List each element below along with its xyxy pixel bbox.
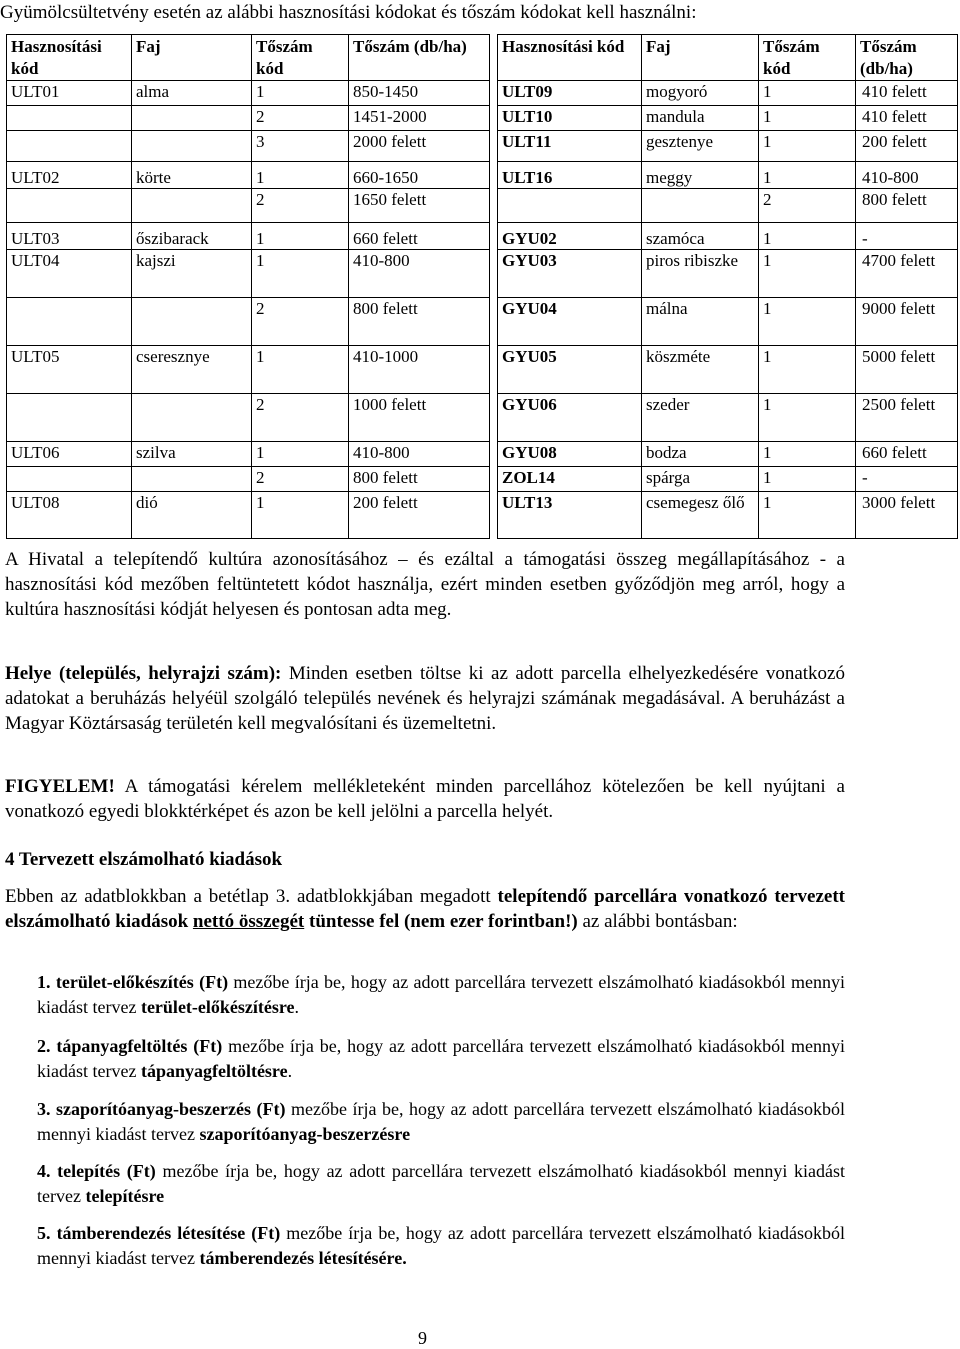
cell-db: 2000 felett — [349, 131, 490, 162]
header-faj: Faj — [642, 35, 759, 81]
cell-tk: 2 — [252, 394, 349, 442]
cell-db: 410-800 — [856, 162, 958, 189]
cell-db: 4700 felett — [856, 250, 958, 298]
cell-faj: csemegesz őlő — [642, 492, 759, 539]
cell-kod — [7, 467, 132, 492]
cell-kod: ZOL14 — [498, 467, 642, 492]
cell-kod — [7, 298, 132, 346]
cell-tk: 2 — [252, 298, 349, 346]
table-row — [498, 492, 958, 539]
item-text: mezőbe írja be, hogy az adott parcellára tervezett elszámolható kiadásokból mennyi kiadást tervez — [37, 1099, 845, 1144]
cell-faj: spárga — [642, 467, 759, 492]
item-target: szaporítóanyag-beszerzésre — [199, 1124, 411, 1144]
table-row — [498, 442, 958, 467]
item-target: támberendezés létesítésére. — [199, 1248, 407, 1268]
item-term: támberendezés létesítése (Ft) — [56, 1223, 281, 1243]
cell-kod — [7, 189, 132, 223]
cell-faj: kajszi — [132, 250, 252, 298]
table-header-row — [7, 35, 490, 81]
cell-tk: 1 — [252, 223, 349, 250]
cell-kod — [7, 131, 132, 162]
cell-tk: 1 — [252, 346, 349, 394]
cell-kod: ULT08 — [7, 492, 132, 539]
cell-faj — [132, 131, 252, 162]
section-intro-bold-tail: tüntesse fel (nem ezer forintban!) — [304, 911, 578, 932]
item-end: . — [294, 997, 300, 1017]
cell-db: 410 felett — [856, 81, 958, 106]
item-target: terület-előkészítésre — [140, 997, 295, 1017]
cell-faj: köszméte — [642, 346, 759, 394]
table-row — [498, 131, 958, 162]
cell-db: 410 felett — [856, 106, 958, 131]
cell-db: 660 felett — [349, 223, 490, 250]
header-kod: Hasznosítási kód — [498, 35, 642, 81]
cell-db: 800 felett — [856, 189, 958, 223]
cell-db: 660 felett — [856, 442, 958, 467]
cell-kod: GYU02 — [498, 223, 642, 250]
item-target: tápanyagfeltöltésre — [140, 1061, 288, 1081]
cell-kod: ULT05 — [7, 346, 132, 394]
cell-kod: GYU04 — [498, 298, 642, 346]
header-faj: Faj — [132, 35, 252, 81]
right-code-table — [497, 34, 958, 539]
cell-tk: 1 — [252, 81, 349, 106]
cell-tk: 1 — [759, 394, 856, 442]
cell-kod: ULT04 — [7, 250, 132, 298]
cell-tk: 1 — [759, 492, 856, 539]
cell-tk: 1 — [759, 106, 856, 131]
cell-tk: 3 — [252, 131, 349, 162]
section-intro-bold: telepítendő parcellára vonatkozó tervezett elszámolható kiadások — [5, 886, 845, 932]
table-row — [7, 81, 490, 106]
cell-tk: 2 — [759, 189, 856, 223]
item-term: tápanyagfeltöltés (Ft) — [56, 1036, 223, 1056]
item-number: 5. — [37, 1223, 51, 1243]
cell-tk: 1 — [759, 131, 856, 162]
section-intro-end: az alábbi bontásban: — [577, 911, 738, 932]
table-row — [7, 106, 490, 131]
item-target: telepítésre — [85, 1186, 165, 1206]
cell-db: 800 felett — [349, 467, 490, 492]
table-row — [7, 189, 490, 223]
cell-kod: GYU05 — [498, 346, 642, 394]
cell-kod: ULT16 — [498, 162, 642, 189]
cell-faj: meggy — [642, 162, 759, 189]
table-row — [498, 223, 958, 250]
table-row — [7, 250, 490, 298]
cell-db: 9000 felett — [856, 298, 958, 346]
table-row — [498, 467, 958, 492]
section-intro-paragraph — [5, 884, 845, 934]
cell-db: 1451-2000 — [349, 106, 490, 131]
header-kod: Hasznosítási kód — [7, 35, 132, 81]
cell-tk: 1 — [759, 442, 856, 467]
cell-tk: 1 — [252, 250, 349, 298]
cell-faj: mogyoró — [642, 81, 759, 106]
cell-tk: 1 — [759, 346, 856, 394]
figyelem-paragraph — [5, 774, 845, 824]
table-row — [498, 298, 958, 346]
cell-faj: szilva — [132, 442, 252, 467]
table-row — [498, 189, 958, 223]
header-toszam-kod: Tőszám kód — [759, 35, 856, 81]
cell-tk: 1 — [759, 298, 856, 346]
table-row — [7, 223, 490, 250]
cell-tk: 1 — [252, 492, 349, 539]
cell-faj: körte — [132, 162, 252, 189]
cell-tk: 1 — [252, 162, 349, 189]
table-row — [498, 394, 958, 442]
cell-tk: 1 — [759, 250, 856, 298]
table-row — [7, 467, 490, 492]
table-row — [7, 162, 490, 189]
cell-db: - — [856, 467, 958, 492]
item-term: telepítés (Ft) — [57, 1161, 156, 1181]
item-number: 4. — [37, 1161, 51, 1181]
figyelem-text: A támogatási kérelem mellékleteként minden parcellához kötelezően be kell nyújtani a vonatkozó egyedi blokktérképet és azon be kell jelölni a parcella helyét. — [5, 776, 845, 822]
table-row — [7, 346, 490, 394]
item-term: szaporítóanyag-beszerzés (Ft) — [56, 1099, 286, 1119]
cell-faj: szeder — [642, 394, 759, 442]
cell-tk: 1 — [759, 162, 856, 189]
helye-text: Minden esetben töltse ki az adott parcella elhelyezkedésére vonatkozó adatokat a beruházás helyéül szolgáló település nevének és helyrajzi számának megadásával. A beruházást a Magyar Köztársaság területén kell megvalósítani és üzemeltetni. — [5, 663, 845, 734]
header-toszam-db: Tőszám (db/ha) — [349, 35, 490, 81]
cell-kod: ULT01 — [7, 81, 132, 106]
helye-paragraph — [5, 661, 845, 736]
cell-faj: dió — [132, 492, 252, 539]
table-row — [498, 346, 958, 394]
list-item — [37, 970, 845, 1020]
table-row — [498, 106, 958, 131]
cell-tk: 2 — [252, 106, 349, 131]
cell-faj — [132, 298, 252, 346]
section-intro-underlined: nettó összegét — [192, 911, 305, 932]
cell-tk: 1 — [759, 467, 856, 492]
list-item — [37, 1097, 845, 1147]
cell-kod — [7, 394, 132, 442]
item-term: terület-előkészítés (Ft) — [55, 972, 229, 992]
cell-db: 2500 felett — [856, 394, 958, 442]
table-row — [7, 442, 490, 467]
cell-kod: ULT03 — [7, 223, 132, 250]
cell-db: 200 felett — [349, 492, 490, 539]
cell-kod: ULT09 — [498, 81, 642, 106]
cell-db: 1650 felett — [349, 189, 490, 223]
cell-kod — [498, 189, 642, 223]
list-item — [37, 1034, 845, 1084]
table-row — [7, 394, 490, 442]
header-toszam-db: Tőszám (db/ha) — [856, 35, 958, 81]
cell-faj: alma — [132, 81, 252, 106]
cell-faj: mandula — [642, 106, 759, 131]
table-header-row — [498, 35, 958, 81]
cell-db: 3000 felett — [856, 492, 958, 539]
cell-db: 410-1000 — [349, 346, 490, 394]
item-text: mezőbe írja be, hogy az adott parcellára tervezett elszámolható kiadásokból mennyi kiadást tervez — [37, 972, 846, 1017]
list-item — [37, 1221, 845, 1271]
item-text: mezőbe írja be, hogy az adott parcellára tervezett elszámolható kiadásokból mennyi kiadást tervez — [37, 1036, 846, 1081]
hivatal-paragraph: A Hivatal a telepítendő kultúra azonosításához – és ezáltal a támogatási összeg megállapításához - a hasznosítási kód mezőben feltüntetett kódot használja, ezért minden esetben győződjön meg arról, hogy a kultúra hasznosítási kódját helyesen és pontosan adta meg. — [5, 549, 845, 620]
cell-kod: ULT10 — [498, 106, 642, 131]
cell-faj — [132, 467, 252, 492]
item-text: mezőbe írja be, hogy az adott parcellára tervezett elszámolható kiadásokból mennyi kiadást tervez — [37, 1223, 845, 1268]
section-heading: 4 Tervezett elszámolható kiadások — [5, 849, 283, 870]
cell-tk: 1 — [252, 442, 349, 467]
cell-db: 200 felett — [856, 131, 958, 162]
table-row — [7, 131, 490, 162]
section-intro-text: Ebben az adatblokkban a betétlap 3. adatblokkjában megadott — [5, 886, 498, 907]
cell-kod: ULT13 — [498, 492, 642, 539]
cell-db: - — [856, 223, 958, 250]
item-number: 1. — [37, 972, 51, 992]
item-text: mezőbe írja be, hogy az adott parcellára tervezett elszámolható kiadásokból mennyi kiadást tervez — [37, 1161, 846, 1206]
cell-faj — [132, 106, 252, 131]
table-row — [498, 81, 958, 106]
figyelem-label: FIGYELEM! — [5, 776, 115, 797]
cell-kod: ULT11 — [498, 131, 642, 162]
cell-faj: szamóca — [642, 223, 759, 250]
cell-db: 410-800 — [349, 442, 490, 467]
cell-faj — [132, 394, 252, 442]
list-item — [37, 1159, 845, 1209]
item-end: . — [287, 1061, 293, 1081]
item-number: 3. — [37, 1099, 51, 1119]
cell-faj: piros ribiszke — [642, 250, 759, 298]
cell-faj — [132, 189, 252, 223]
cell-db: 850-1450 — [349, 81, 490, 106]
cell-kod: ULT02 — [7, 162, 132, 189]
table-row — [498, 162, 958, 189]
table-row — [7, 492, 490, 539]
cell-db: 5000 felett — [856, 346, 958, 394]
table-row — [7, 298, 490, 346]
cell-tk: 2 — [252, 467, 349, 492]
cell-db: 410-800 — [349, 250, 490, 298]
page-number: 9 — [418, 1328, 427, 1348]
cell-faj: cseresznye — [132, 346, 252, 394]
cell-faj: bodza — [642, 442, 759, 467]
cell-faj: málna — [642, 298, 759, 346]
cell-kod: GYU03 — [498, 250, 642, 298]
header-toszam-kod: Tőszám kód — [252, 35, 349, 81]
cell-tk: 2 — [252, 189, 349, 223]
cell-kod — [7, 106, 132, 131]
item-number: 2. — [37, 1036, 51, 1056]
cell-faj — [642, 189, 759, 223]
cell-db: 800 felett — [349, 298, 490, 346]
cell-kod: GYU08 — [498, 442, 642, 467]
cell-tk: 1 — [759, 223, 856, 250]
table-row — [498, 250, 958, 298]
helye-label: Helye (település, helyrajzi szám): — [5, 663, 282, 684]
left-code-table — [6, 34, 490, 539]
cell-tk: 1 — [759, 81, 856, 106]
cell-kod: GYU06 — [498, 394, 642, 442]
cell-db: 1000 felett — [349, 394, 490, 442]
cell-faj: gesztenye — [642, 131, 759, 162]
cell-kod: ULT06 — [7, 442, 132, 467]
intro-text: Gyümölcsültetvény esetén az alábbi hasznosítási kódokat és tőszám kódokat kell használni: — [0, 2, 697, 23]
cell-faj: őszibarack — [132, 223, 252, 250]
cell-db: 660-1650 — [349, 162, 490, 189]
